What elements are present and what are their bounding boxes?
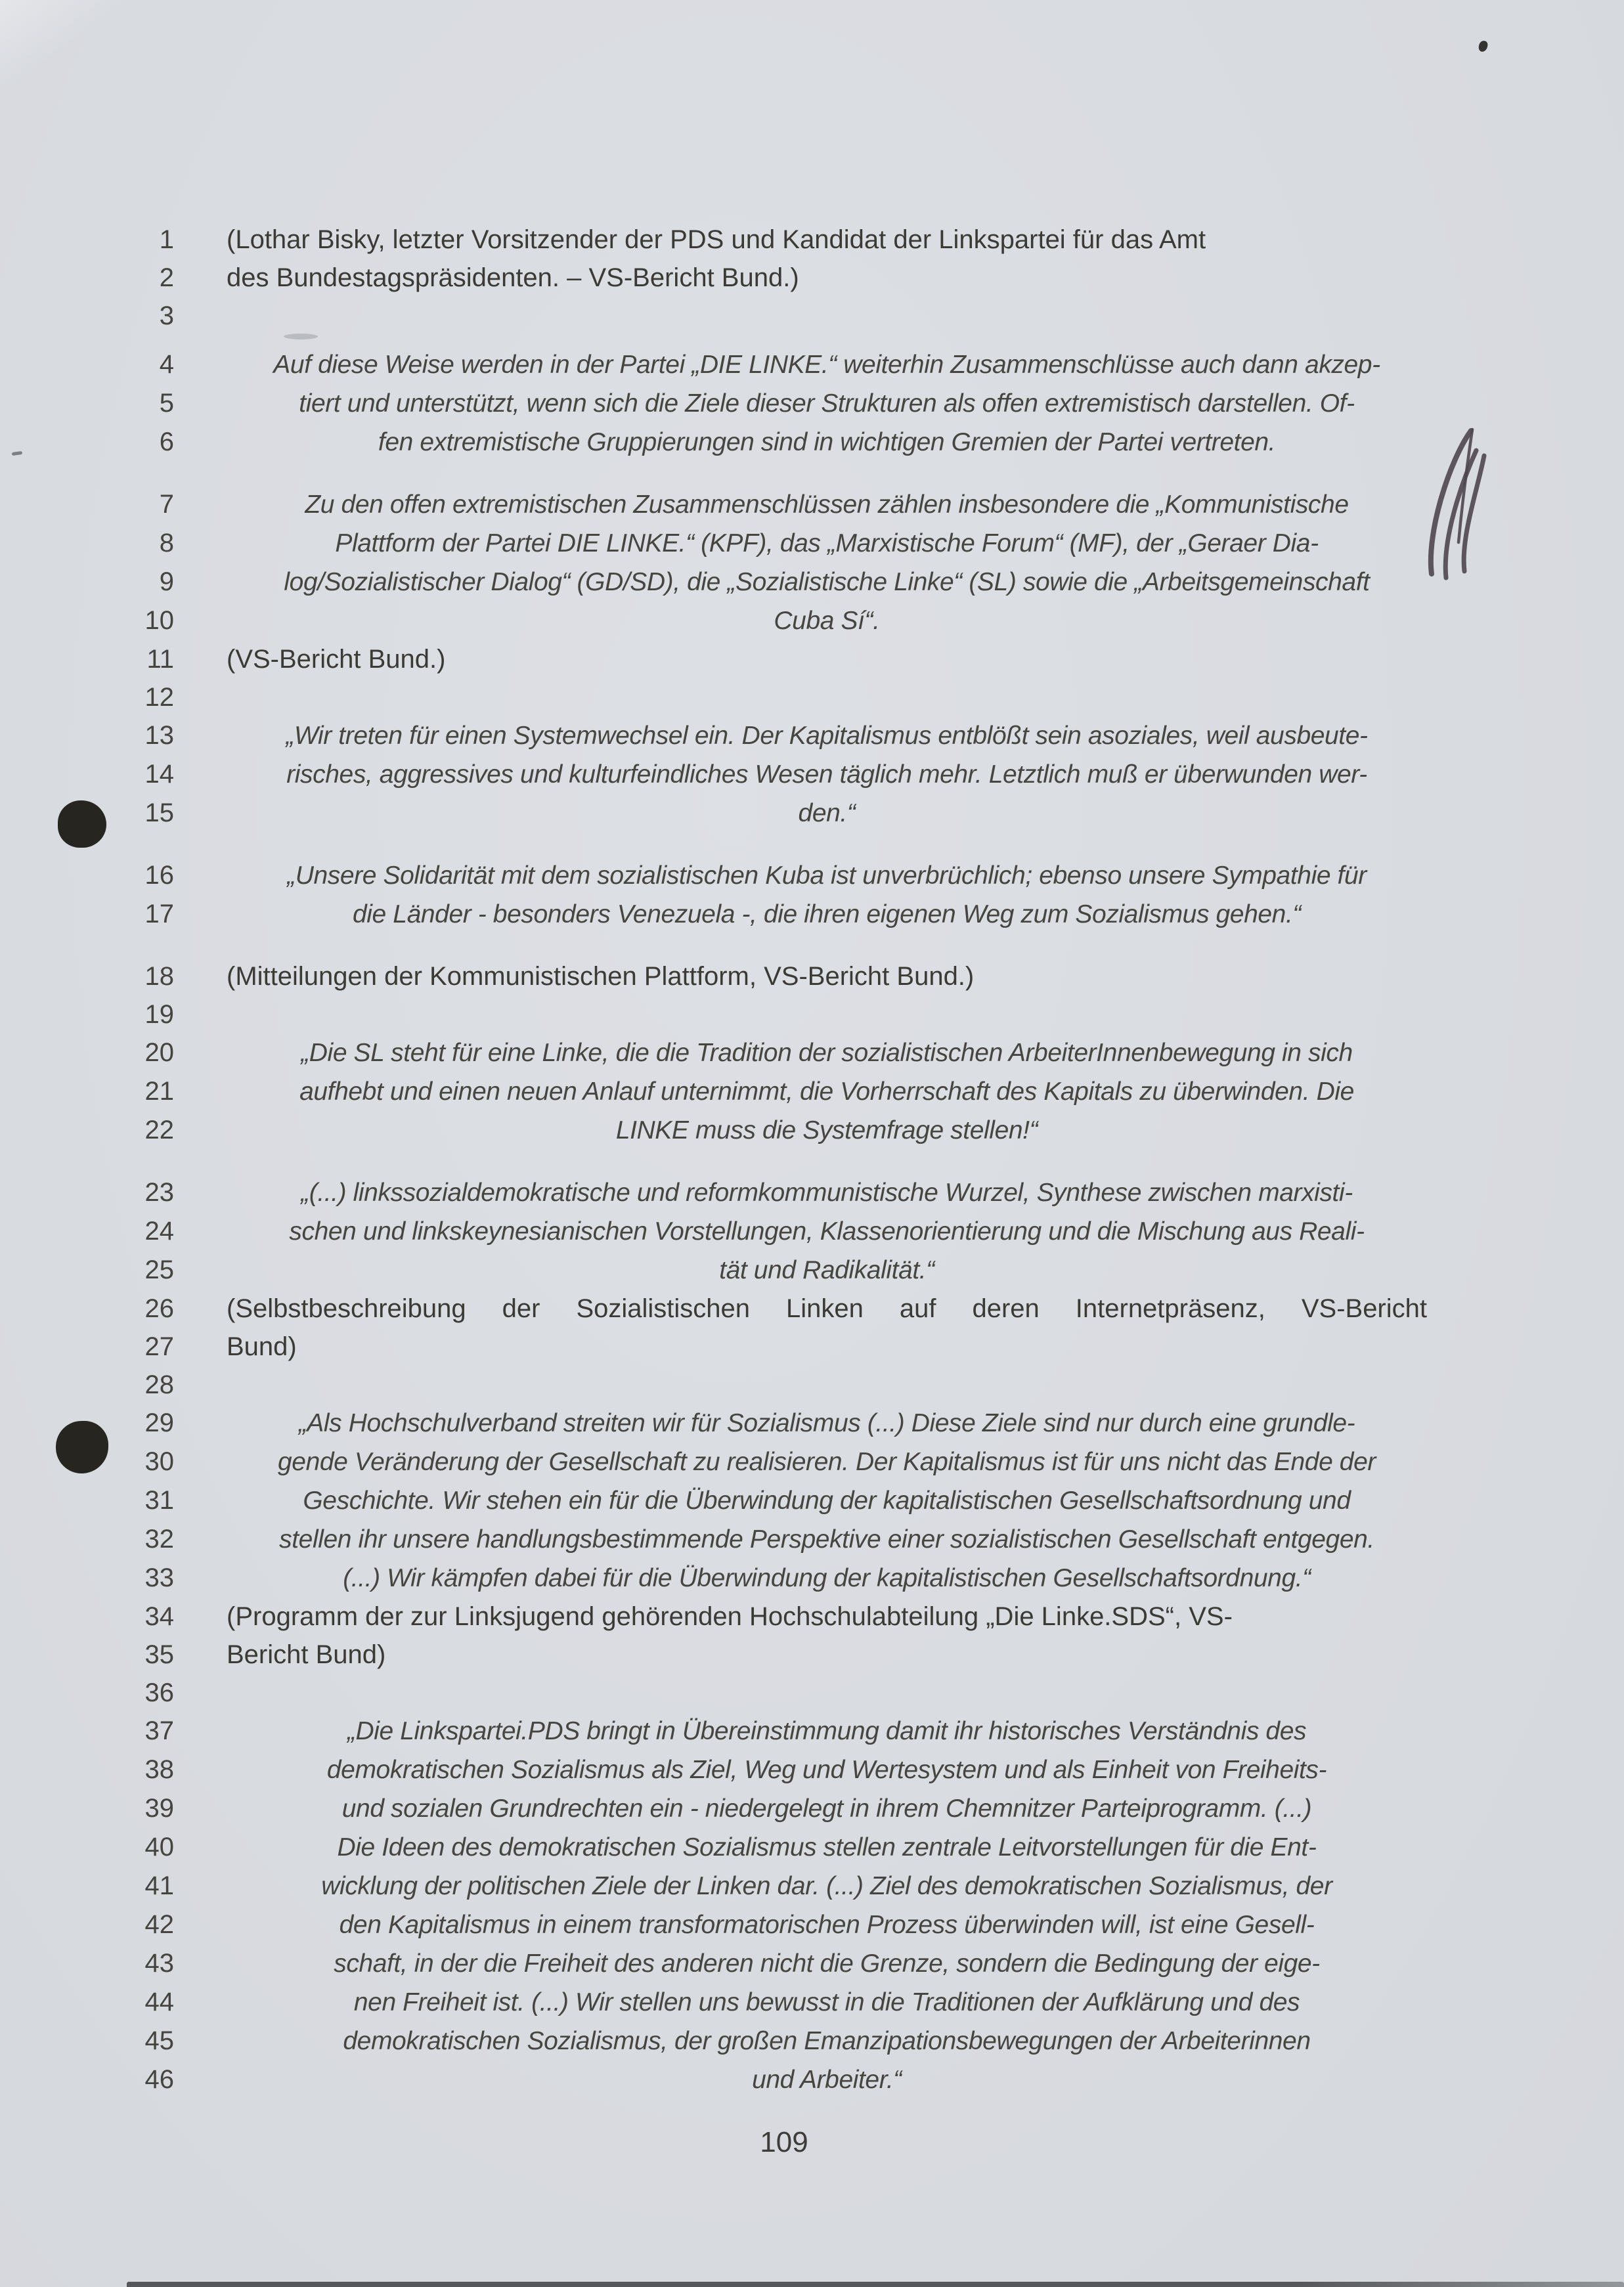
document-line [141, 1674, 1427, 1712]
line-number: 13 [144, 721, 174, 750]
document-line [141, 794, 1427, 833]
line-number: 18 [144, 962, 174, 991]
document-line [141, 1251, 1427, 1290]
document-line [141, 957, 1427, 995]
line-number: 26 [144, 1294, 174, 1323]
line-text: aufhebt und einen neuen Anlauf unternimmt, die Vorherrschaft des Kapitals zu überwinden. Die [299, 1078, 1354, 1106]
line-text: „Die Linkspartei.PDS bringt in Übereinstimmung damit ihr historisches Verständnis des [347, 1717, 1307, 1745]
line-number: 39 [144, 1794, 174, 1823]
line-number: 7 [159, 490, 174, 519]
pen-mark-annotation [1412, 422, 1504, 589]
line-number: 15 [144, 798, 174, 827]
line-number: 35 [144, 1640, 174, 1669]
line-text: den.“ [798, 799, 856, 827]
line-text: „Als Hochschulverband streiten wir für Sozialismus (...) Diese Ziele sind nur durch eine grundle- [298, 1409, 1355, 1437]
document-line [141, 2060, 1427, 2099]
line-number: 40 [144, 1833, 174, 1862]
document-line [141, 1443, 1427, 1481]
document-line [141, 1366, 1427, 1404]
document-line [141, 259, 1427, 297]
line-text: fen extremistische Gruppierungen sind in wichtigen Gremien der Partei vertreten. [378, 428, 1276, 456]
line-number: 17 [144, 900, 174, 928]
document-line [141, 1212, 1427, 1251]
line-text: demokratischen Sozialismus, der großen Emanzipationsbewegungen der Arbeiterinnen [343, 2027, 1311, 2055]
text-body [141, 221, 1427, 2099]
line-number: 5 [159, 389, 174, 418]
document-line [141, 345, 1427, 384]
document-line [141, 1481, 1427, 1520]
line-number: 36 [144, 1678, 174, 1707]
line-text: risches, aggressives und kulturfeindliches Wesen täglich mehr. Letztlich muß er überwunden wer- [286, 760, 1367, 789]
line-text: stellen ihr unsere handlungsbestimmende Perspektive einer sozialistischen Gesellschaft entgegen. [279, 1525, 1374, 1554]
document-line [141, 524, 1427, 563]
line-number: 3 [159, 301, 174, 330]
line-text: Bund) [227, 1332, 297, 1361]
document-line [141, 1034, 1427, 1072]
line-number: 33 [144, 1563, 174, 1592]
line-text: (VS-Bericht Bund.) [227, 645, 446, 674]
margin-mark [12, 451, 23, 456]
document-line [141, 1404, 1427, 1443]
paper-crease [0, 0, 153, 103]
line-text: tät und Radikalität.“ [719, 1256, 934, 1284]
document-line [141, 1828, 1427, 1867]
line-number: 44 [144, 1988, 174, 2016]
document-line [141, 1636, 1427, 1674]
line-number: 14 [144, 760, 174, 789]
line-number: 32 [144, 1525, 174, 1554]
line-number: 9 [159, 567, 174, 596]
line-number: 43 [144, 1949, 174, 1978]
document-line [141, 1944, 1427, 1983]
document-line [141, 1712, 1427, 1751]
line-number: 19 [144, 1000, 174, 1029]
line-number: 6 [159, 427, 174, 456]
line-text: (Lothar Bisky, letzter Vorsitzender der PDS und Kandidat der Linkspartei für das Amt [227, 225, 1206, 254]
document-line [141, 1072, 1427, 1111]
line-number: 10 [144, 606, 174, 635]
line-number: 4 [159, 350, 174, 379]
line-text: schen und linkskeynesianischen Vorstellungen, Klassenorientierung und die Mischung aus Reali- [289, 1217, 1365, 1246]
ink-speck [1478, 40, 1488, 53]
line-number: 29 [144, 1408, 174, 1437]
document-line [141, 2022, 1427, 2060]
line-number: 28 [144, 1370, 174, 1399]
document-line [141, 1111, 1427, 1150]
document-line [141, 1789, 1427, 1828]
page-number: 109 [760, 2126, 808, 2158]
line-text: des Bundestagspräsidenten. – VS-Bericht Bund.) [227, 263, 799, 292]
line-text: Geschichte. Wir stehen ein für die Überwindung der kapitalistischen Gesellschaftsordnung und [303, 1487, 1351, 1515]
line-number: 41 [144, 1871, 174, 1900]
document-line [141, 423, 1427, 462]
line-number: 2 [159, 263, 174, 292]
line-text: „Wir treten für einen Systemwechsel ein. Der Kapitalismus entblößt sein asoziales, weil ausbeute- [286, 722, 1368, 750]
document-line [141, 1559, 1427, 1598]
line-text: und Arbeiter.“ [752, 2066, 902, 2094]
line-number: 34 [144, 1602, 174, 1631]
document-line [141, 678, 1427, 716]
document-line [141, 601, 1427, 640]
line-number: 45 [144, 2026, 174, 2055]
line-text: den Kapitalismus in einem transformatorischen Prozess überwinden will, ist eine Gesell- [339, 1911, 1315, 1939]
line-text: die Länder - besonders Venezuela -, die ihren eigenen Weg zum Sozialismus gehen.“ [353, 900, 1301, 928]
line-number: 38 [144, 1755, 174, 1784]
line-number: 25 [144, 1255, 174, 1284]
line-text: und sozialen Grundrechten ein - niedergelegt in ihrem Chemnitzer Parteiprogramm. (...) [341, 1795, 1312, 1823]
document-line [141, 485, 1427, 524]
line-text: Die Ideen des demokratischen Sozialismus stellen zentrale Leitvorstellungen für die Ent- [337, 1833, 1317, 1862]
line-text: log/Sozialistischer Dialog“ (GD/SD), die „Sozialistische Linke“ (SL) sowie die „Arbeitsgemeinschaft [284, 568, 1370, 596]
document-line [141, 384, 1427, 423]
line-text: „(...) linkssozialdemokratische und reformkommunistische Wurzel, Synthese zwischen marxisti- [301, 1179, 1353, 1207]
line-number: 31 [144, 1486, 174, 1515]
line-number: 27 [144, 1332, 174, 1361]
line-number: 24 [144, 1217, 174, 1246]
document-line [141, 1751, 1427, 1789]
line-number: 11 [146, 645, 174, 674]
line-text: Bericht Bund) [227, 1640, 386, 1669]
line-text: wicklung der politischen Ziele der Linken dar. (...) Ziel des demokratischen Sozialismus, der [321, 1872, 1332, 1900]
line-number: 16 [144, 861, 174, 890]
line-text: Zu den offen extremistischen Zusammenschlüssen zählen insbesondere die „Kommunistische [305, 490, 1349, 519]
scan-edge-shadow [127, 2282, 1624, 2287]
line-number: 42 [144, 1910, 174, 1939]
line-number: 12 [144, 683, 174, 712]
line-text: (Programm der zur Linksjugend gehörenden Hochschulabteilung „Die Linke.SDS“, VS- [227, 1602, 1233, 1631]
hole-punch-top [58, 800, 106, 848]
document-line [141, 563, 1427, 601]
line-text: gende Veränderung der Gesellschaft zu realisieren. Der Kapitalismus ist für uns nicht das Ende der [278, 1448, 1376, 1476]
line-text: demokratischen Sozialismus als Ziel, Weg und Wertesystem und als Einheit von Freiheits- [326, 1756, 1327, 1784]
line-text: Plattform der Partei DIE LINKE.“ (KPF), das „Marxistische Forum“ (MF), der „Geraer Dia- [335, 529, 1319, 557]
document-line [141, 716, 1427, 755]
line-number: 46 [144, 2065, 174, 2094]
line-number: 8 [159, 529, 174, 557]
document-line [141, 1520, 1427, 1559]
document-line [141, 1328, 1427, 1366]
line-text: „Die SL steht für eine Linke, die die Tradition der sozialistischen ArbeiterInnenbewegung in sich [301, 1039, 1353, 1067]
document-line [141, 1290, 1427, 1328]
document-line [141, 297, 1427, 335]
line-number: 23 [144, 1178, 174, 1207]
line-number: 21 [144, 1077, 174, 1106]
line-text: (Selbstbeschreibung der Sozialistischen Linken auf deren Internetpräsenz, VS-Bericht [227, 1294, 1427, 1323]
document-line [141, 856, 1427, 895]
line-number: 37 [144, 1716, 174, 1745]
line-text: tiert und unterstützt, wenn sich die Ziele dieser Strukturen als offen extremistisch darstellen. Of- [299, 389, 1355, 418]
line-number: 30 [144, 1447, 174, 1476]
document-line [141, 995, 1427, 1034]
line-text: schaft, in der die Freiheit des anderen nicht die Grenze, sondern die Bedingung der eige- [334, 1949, 1320, 1978]
document-line [141, 755, 1427, 794]
line-text: (Mitteilungen der Kommunistischen Plattform, VS-Bericht Bund.) [227, 962, 975, 991]
document-line [141, 1173, 1427, 1212]
line-text: LINKE muss die Systemfrage stellen!“ [615, 1116, 1038, 1144]
hole-punch-bottom [56, 1421, 108, 1473]
line-text: (...) Wir kämpfen dabei für die Überwindung der kapitalistischen Gesellschaftsordnung.“ [343, 1564, 1311, 1592]
line-text: Cuba Sí“. [774, 607, 880, 635]
line-text: „Unsere Solidarität mit dem sozialistischen Kuba ist unverbrüchlich; ebenso unsere Sympathie für [287, 861, 1367, 890]
paper-smudge [284, 334, 318, 339]
line-number: 1 [159, 225, 174, 254]
document-line [141, 640, 1427, 678]
line-number: 22 [144, 1116, 174, 1144]
line-text: nen Freiheit ist. (...) Wir stellen uns bewusst in die Traditionen der Aufklärung und des [353, 1988, 1300, 2016]
document-line [141, 1867, 1427, 1906]
document-line [141, 1983, 1427, 2022]
line-text: Auf diese Weise werden in der Partei „DIE LINKE.“ weiterhin Zusammenschlüsse auch dann akzep- [273, 351, 1380, 379]
document-line [141, 221, 1427, 259]
document-line [141, 1906, 1427, 1944]
document-line [141, 895, 1427, 934]
document-line [141, 1598, 1427, 1636]
line-number: 20 [144, 1038, 174, 1067]
